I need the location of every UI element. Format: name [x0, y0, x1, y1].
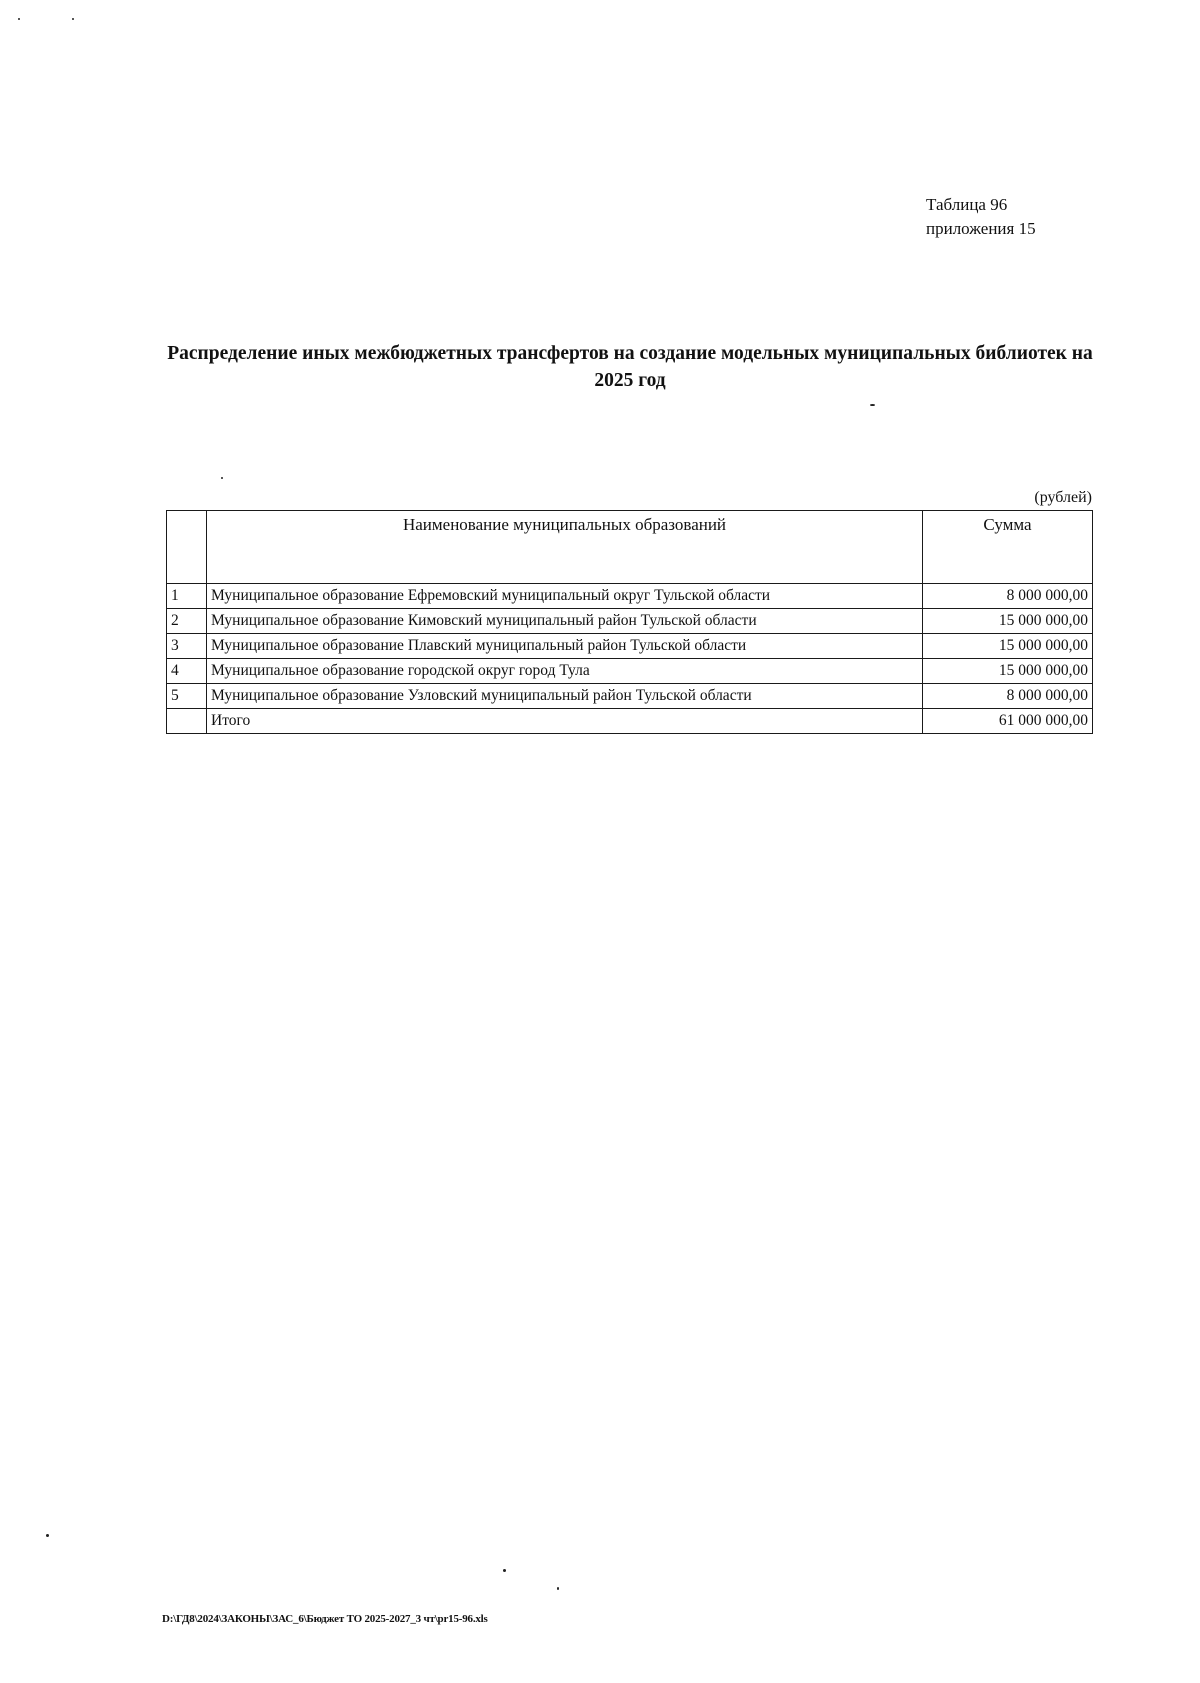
header-number [167, 511, 207, 584]
table-total-row [167, 709, 1093, 734]
scan-speck [221, 477, 223, 479]
row-number: 1 [167, 584, 207, 609]
row-sum: 15 000 000,00 [923, 659, 1093, 684]
row-number: 2 [167, 609, 207, 634]
row-number: 4 [167, 659, 207, 684]
scan-speck [870, 404, 875, 406]
scan-speck [46, 1534, 49, 1537]
distribution-table [166, 510, 1093, 734]
scan-speck [18, 18, 20, 20]
municipality-name: Муниципальное образование Ефремовский муниципальный округ Тульской области [207, 584, 923, 609]
municipality-name: Муниципальное образование городской округ город Тула [207, 659, 923, 684]
municipality-name: Муниципальное образование Узловский муниципальный район Тульской области [207, 684, 923, 709]
table-number: Таблица 96 [926, 195, 1008, 214]
appendix-reference: приложения 15 [926, 219, 1036, 238]
table-row [167, 684, 1093, 709]
header-sum: Сумма [923, 511, 1093, 584]
row-sum: 8 000 000,00 [923, 684, 1093, 709]
scan-speck [557, 1587, 559, 1590]
table-row [167, 634, 1093, 659]
scan-speck [72, 18, 74, 20]
row-sum: 8 000 000,00 [923, 584, 1093, 609]
table-reference [926, 193, 1036, 241]
table-row [167, 609, 1093, 634]
row-sum: 15 000 000,00 [923, 609, 1093, 634]
scan-speck [503, 1569, 506, 1572]
table-header-row [167, 511, 1093, 584]
table-body [167, 584, 1093, 734]
row-number: 5 [167, 684, 207, 709]
document-title: Распределение иных межбюджетных трансфертов на создание модельных муниципальных библиотек на 2025 год [167, 343, 1093, 391]
units-label: (рублей) [1034, 489, 1092, 506]
row-number: 3 [167, 634, 207, 659]
total-row-number [167, 709, 207, 734]
total-municipality-name: Итого [207, 709, 923, 734]
table-row [167, 659, 1093, 684]
total-row-sum: 61 000 000,00 [923, 709, 1093, 734]
header-name: Наименование муниципальных образований [207, 511, 923, 584]
footer-file-path: D:\ГД8\2024\ЗАКОНЫ\ЗАС_6\Бюджет ТО 2025-2027_3 чт\pr15-96.xls [162, 1613, 488, 1625]
municipality-name: Муниципальное образование Кимовский муниципальный район Тульской области [207, 609, 923, 634]
row-sum: 15 000 000,00 [923, 634, 1093, 659]
municipality-name: Муниципальное образование Плавский муниципальный район Тульской области [207, 634, 923, 659]
table-row [167, 584, 1093, 609]
